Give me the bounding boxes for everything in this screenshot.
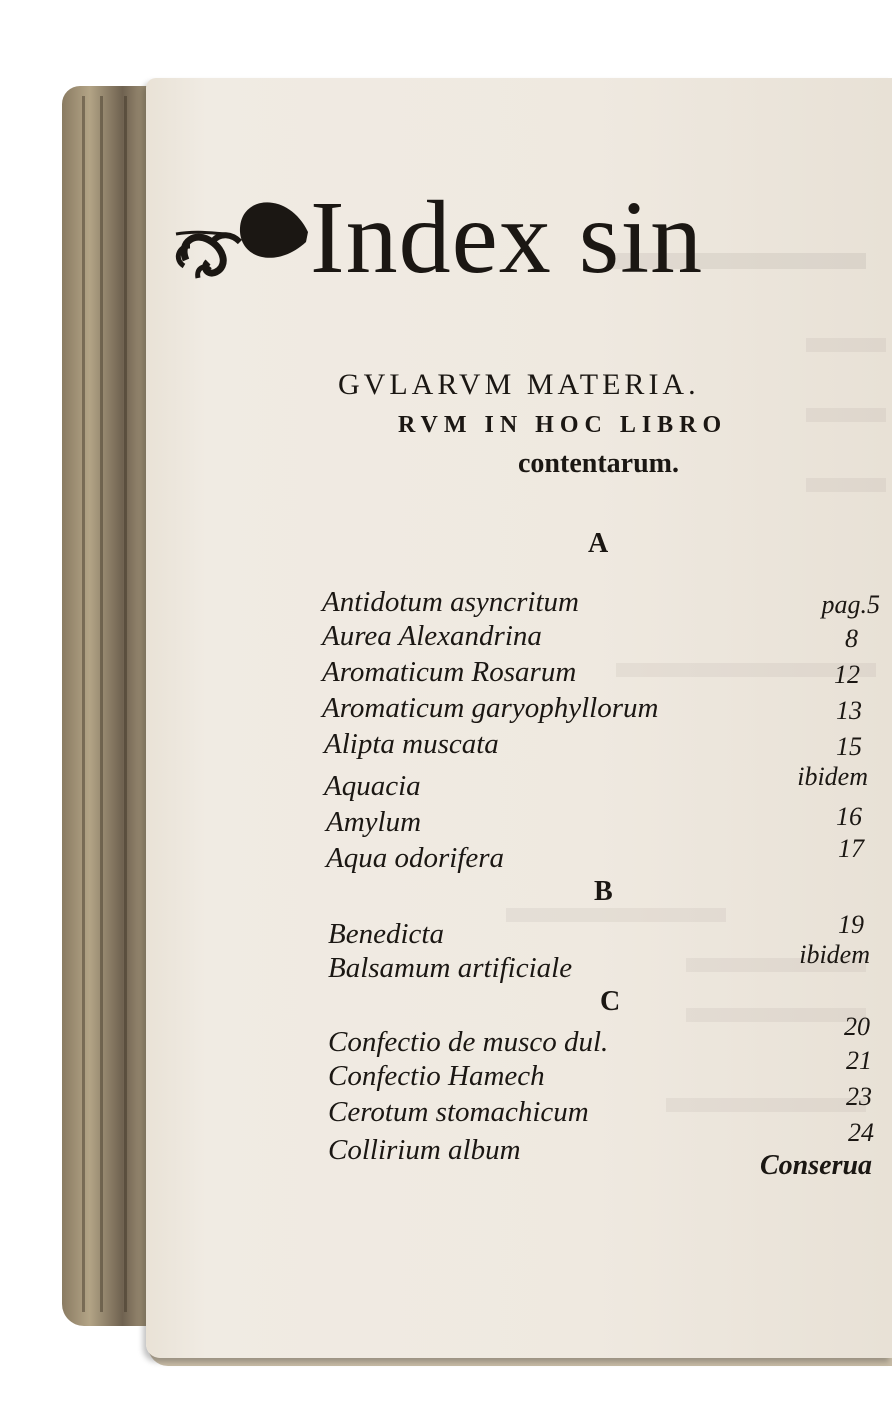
subtitle-line-2: RVM IN HOC LIBRO <box>398 412 728 438</box>
index-entry-page: 21 <box>846 1046 872 1075</box>
index-entry-name: Balsamum artificiale <box>328 952 573 984</box>
catchword: Conserua <box>760 1150 873 1181</box>
index-entry-page: pag.5 <box>821 590 880 619</box>
index-entry-page: 20 <box>844 1012 870 1041</box>
index-entry-name: Aqua odorifera <box>326 842 505 874</box>
index-entry-page: 23 <box>846 1082 872 1111</box>
index-entry-name: Antidotum asyncritum <box>322 586 579 618</box>
section-letter-b: B <box>594 876 613 907</box>
index-entry-name: Aromaticum garyophyllorum <box>322 692 659 724</box>
index-entry-name: Confectio de musco dul. <box>328 1026 609 1058</box>
fleuron-ornament-icon <box>168 150 318 280</box>
index-entry-page: ibidem <box>797 762 868 791</box>
subtitle-line-3: contentarum. <box>518 448 679 479</box>
index-entry-page: 12 <box>834 660 860 689</box>
page-title: Index sin <box>310 180 704 295</box>
index-entry-page: ibidem <box>799 940 870 969</box>
section-letter-a: A <box>588 528 609 559</box>
index-entry-name: Aromaticum Rosarum <box>322 656 577 688</box>
section-letter-c: C <box>600 986 621 1017</box>
index-entry-name: Cerotum stomachicum <box>328 1096 589 1128</box>
index-entry-page: 17 <box>838 834 864 863</box>
index-entry-name: Aurea Alexandrina <box>322 620 542 652</box>
index-entry-page: 15 <box>836 732 862 761</box>
index-entry-name: Benedicta <box>328 918 444 950</box>
index-entry-page: 13 <box>836 696 862 725</box>
index-entry-name: Confectio Hamech <box>328 1060 545 1092</box>
subtitle-line-1: GVLARVM MATERIA. <box>338 368 700 401</box>
index-entry-name: Collirium album <box>328 1134 521 1166</box>
index-entry-name: Aquacia <box>324 770 421 802</box>
index-entry-page: 19 <box>838 910 864 939</box>
index-entry-name: Amylum <box>326 806 422 838</box>
index-entry-page: 24 <box>848 1118 874 1147</box>
index-entry-page: 16 <box>836 802 862 831</box>
index-entry-page: 8 <box>845 624 858 653</box>
index-entry-name: Alipta muscata <box>324 728 499 760</box>
